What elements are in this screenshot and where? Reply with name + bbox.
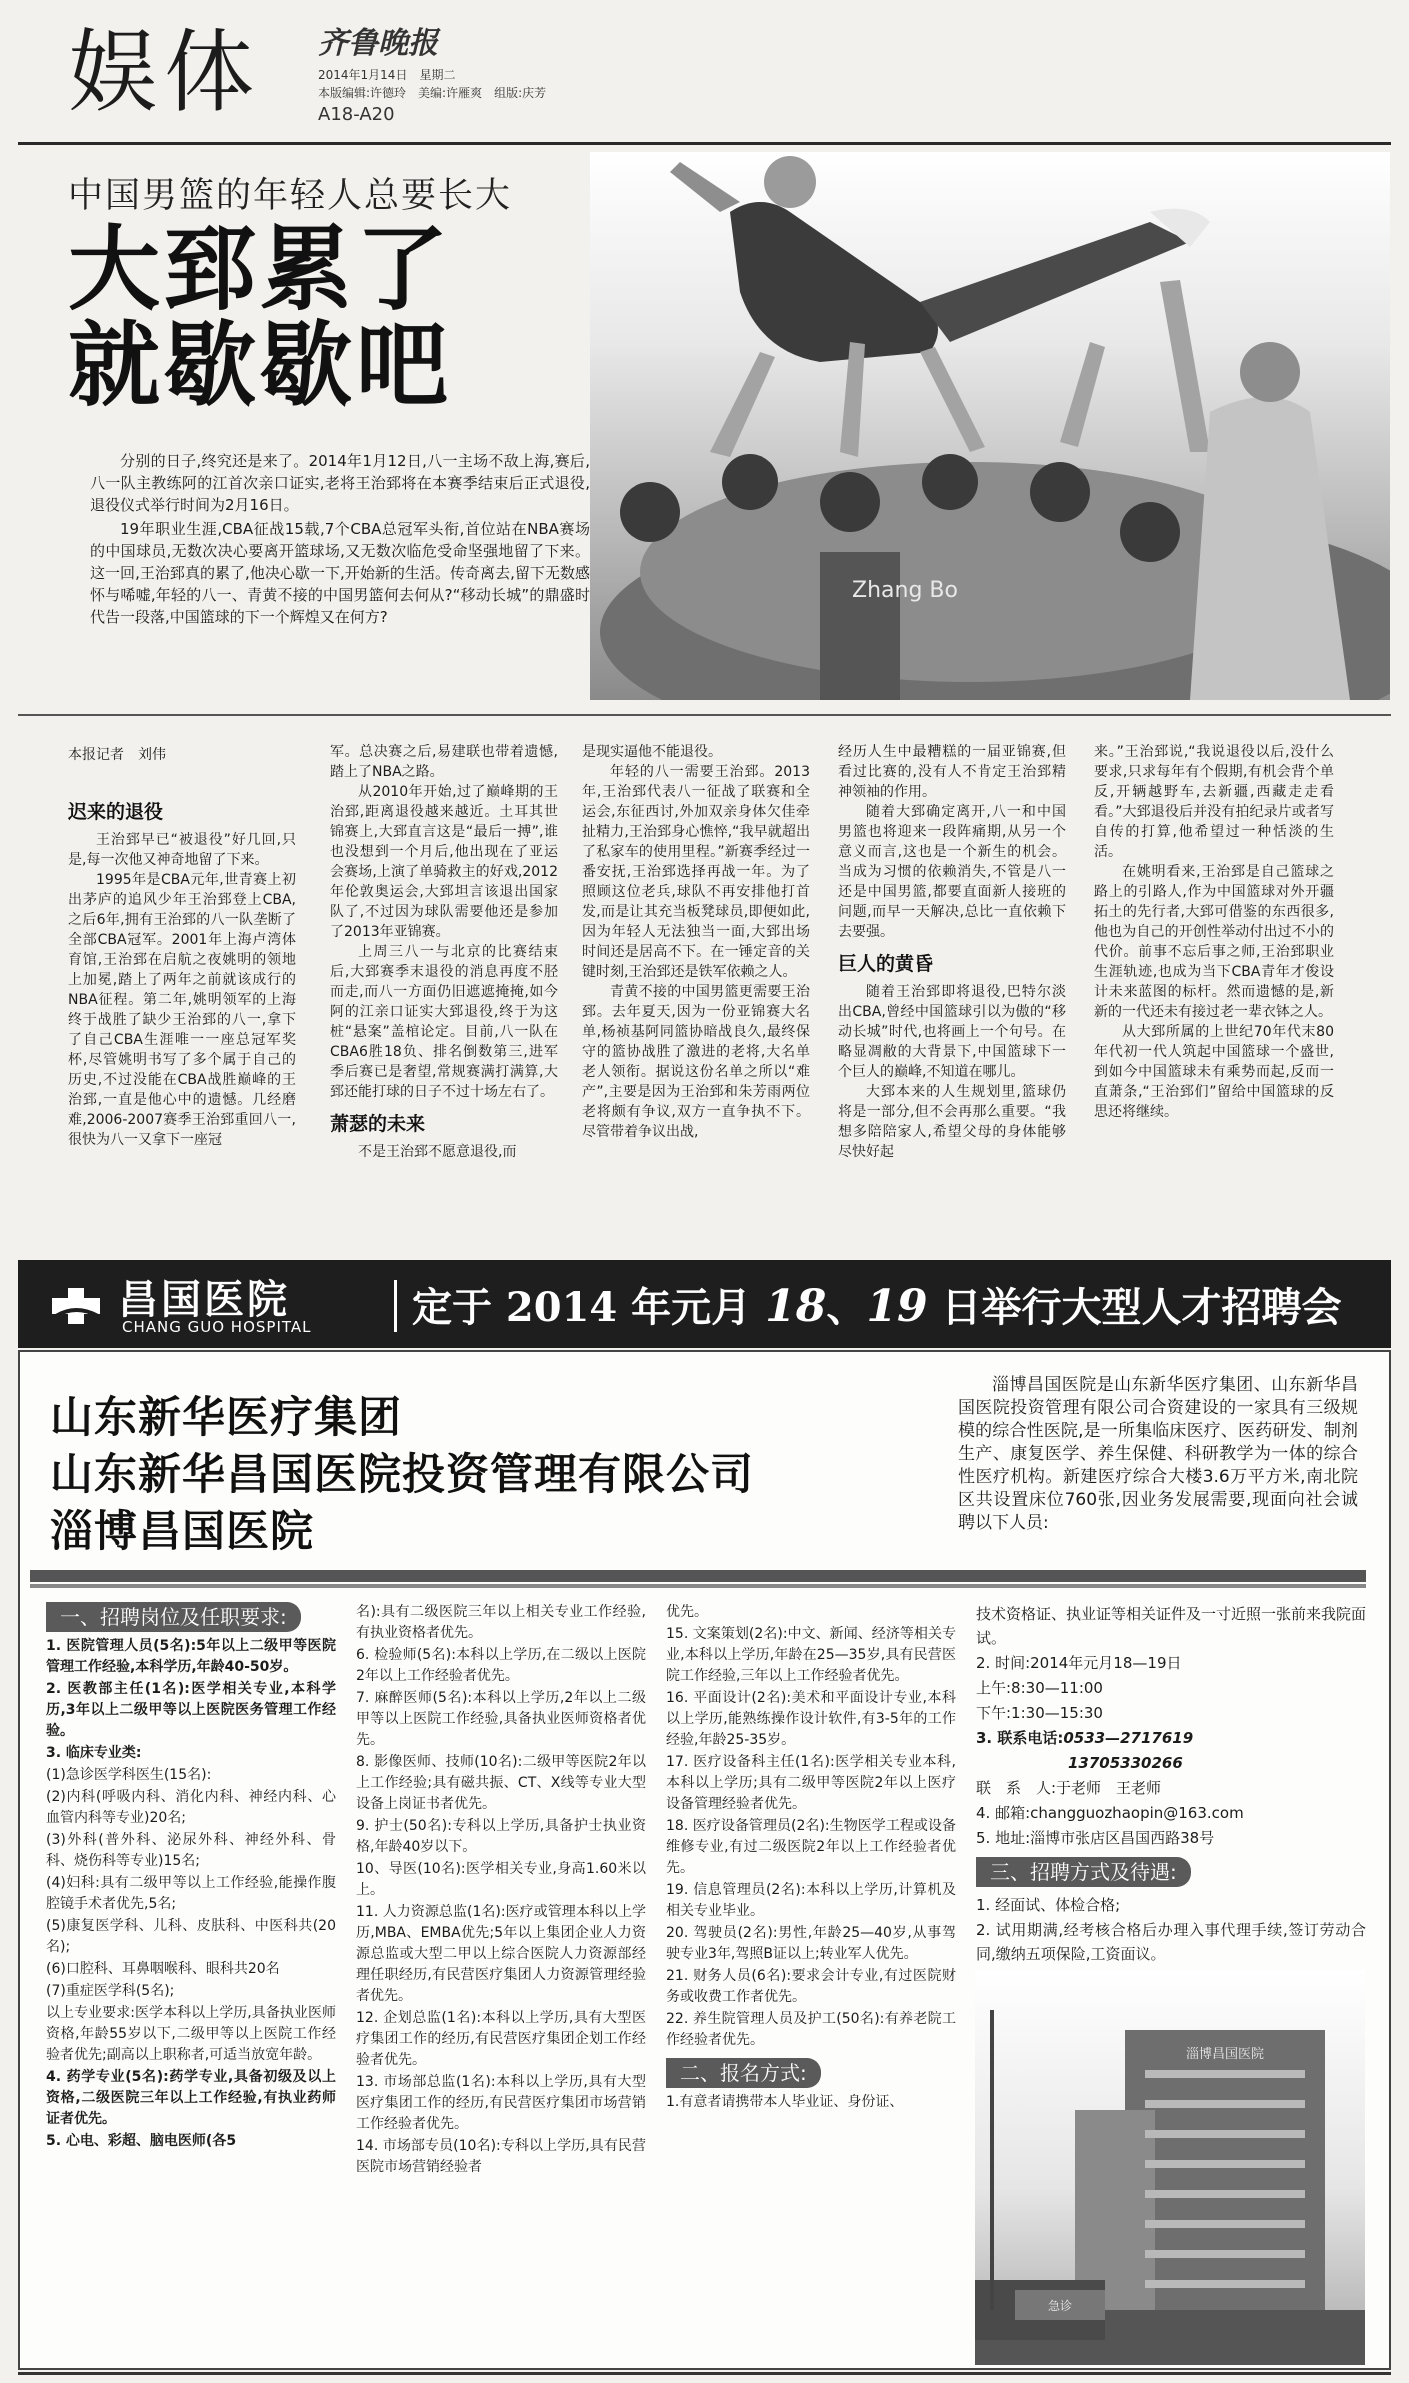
job-item: 20. 驾驶员(2名):男性,年龄25—40岁,从事驾驶专业3年,驾照B证以上;转业军人优先。 xyxy=(666,1925,956,1962)
masthead-meta xyxy=(318,66,546,102)
hospital-name-cn: 昌国医院 xyxy=(118,1277,290,1323)
article-paragraph: 来。”王治郅说,“我说退役以后,没什么要求,只求每年有个假期,有机会背个单反,开辆越野车,去新疆,西藏走走看看。”大郅退役后并没有拍纪录片或者写自传的打算,他希望过一种恬淡的生活。 xyxy=(1094,744,1334,860)
job-item: (5)康复医学科、儿科、皮肤科、中医科共(20名); xyxy=(46,1918,336,1955)
job-item: 名):具有二级医院三年以上相关专业工作经验,有执业资格者优先。 xyxy=(356,1604,646,1641)
job-item: 4. 药学专业(5名):药学专业,具备初级及以上资格,二级医院三年以上工作经验,有执业药师证者优先。 xyxy=(46,2069,336,2127)
article-paragraph: 经历人生中最糟糕的一届亚锦赛,但看过比赛的,没有人不肯定王治郅精神领袖的作用。 xyxy=(838,744,1066,800)
job-item: 7. 麻醉医师(5名):本科以上学历,2年以上二级甲等以上医院工作经验,具备执业医师资格者优先。 xyxy=(356,1690,646,1748)
article-paragraph: 1995年是CBA元年,世青赛上初出茅庐的追风少年王治郅登上CBA,之后6年,拥有王治郅的八一队垄断了全部CBA冠军。2001年上海卢湾体育馆,王治郅在启航之夜姚明的领地上加冕,踏上了两年之前就该成行的NBA征程。第二年,姚明领军的上海终于战胜了缺少王治郅的八一,拿下了自己CBA生涯唯一一座总冠军奖杯,尽管姚明书写了多个属于自己的历史,不过没能在CBA战胜巅峰的王治郅,一直是他心中的遗憾。几经磨难,2006-2007赛季王治郅重回八一,很快为八一又拿下一座冠 xyxy=(68,872,296,1148)
bottom-rule xyxy=(18,2372,1391,2375)
contact-person: 联 系 人:于老师 王老师 xyxy=(976,1779,1162,1797)
article-headline xyxy=(68,216,453,419)
job-item: 12. 企划总监(1名):本科以上学历,具有大型医疗集团工作的经历,有民营医疗集团企划工作经验者优先。 xyxy=(356,2010,646,2068)
ad-header-divider xyxy=(394,1280,397,1332)
job-item: (1)急诊医学科医生(15名): xyxy=(46,1767,212,1783)
article-column-4 xyxy=(838,742,1066,1162)
article-paragraph: 王治郅早已“被退役”好几回,只是,每一次他又神奇地留了下来。 xyxy=(68,832,296,868)
ad-organizations xyxy=(50,1390,754,1561)
jersey-label: Zhang Bo xyxy=(852,578,958,603)
article-column-5 xyxy=(1094,742,1334,1122)
job-item: 18. 医疗设备管理员(2名):生物医学工程或设备维修专业,有过二级医院2年以上工作经验者优先。 xyxy=(666,1818,956,1876)
celebration-photo xyxy=(590,152,1390,700)
job-item: (7)重症医学科(5名); xyxy=(46,1983,175,1999)
job-item: 3. 临床专业类: xyxy=(46,1745,142,1761)
lead-paragraph: 19年职业生涯,CBA征战15载,7个CBA总冠军头衔,首位站在NBA赛场的中国球员,无数次决心要离开篮球场,又无数次临危受命坚强地留了下来。这一回,王治郅真的累了,他决心歇一下,开始新的生活。传奇离去,留下无数感怀与唏嘘,年轻的八一、青黄不接的中国男篮何去何从?“移动长城”的鼎盛时代告一段落,中国篮球的下一个辉煌又在何方? xyxy=(90,520,590,626)
method-item: 2. 试用期满,经考核合格后办理入事代理手续,签订劳动合同,缴纳五项保险,工资面议。 xyxy=(976,1921,1366,1963)
signup-item: 上午:8:30—11:00 xyxy=(976,1679,1103,1697)
article-paragraph: 从2010年开始,过了巅峰期的王治郅,距离退役越来越近。土耳其世锦赛上,大郅直言这是“最后一搏”,谁也没想到一个月后,他出现在了亚运会赛场,上演了单骑救主的好戏,2012年伦敦奥运会,大郅坦言该退出国家队了,不过因为球队需要他还是参加了2013年亚锦赛。 xyxy=(330,784,558,940)
article-paragraph: 不是王治郅不愿意退役,而 xyxy=(358,1144,517,1160)
article-paragraph: 年轻的八一需要王治郅。2013年,王治郅代表八一征战了联赛和全运会,东征西讨,外加双亲身体欠佳牵扯精力,王治郅身心憔悴,“我早就超出了私家车的使用里程。”新赛季经过一番安抚,王治郅选择再战一年。为了照顾这位老兵,球队不再安排他打首发,而是让其充当板凳球员,即便如此,因为年轻人无法独当一面,大郅出场时间还是居高不下。在一锤定音的关键时刻,王治郅还是铁军依赖之人。 xyxy=(582,764,810,980)
headline-line-1: 大郅累了 xyxy=(68,216,453,323)
hospital-logo-icon xyxy=(48,1286,104,1330)
article-column-1 xyxy=(68,790,296,1150)
article-rule xyxy=(18,714,1391,716)
article-paragraph: 军。总决赛之后,易建联也带着遗憾,踏上了NBA之路。 xyxy=(330,744,558,780)
section-badge: 三、招聘方式及待遇: xyxy=(976,1857,1191,1887)
job-item: 1. 医院管理人员(5名):5年以上二级甲等医院管理工作经验,本科学历,年龄40-50岁。 xyxy=(46,1638,336,1675)
phone-number-2: 13705330266 xyxy=(1068,1754,1183,1772)
article-paragraph: 随着王治郅即将退役,巴特尔淡出CBA,曾经中国篮球引以为傲的“移动长城”时代,也将画上一个句号。在略显凋敝的大背景下,中国篮球下一个巨人的巅峰,不知道在哪儿。 xyxy=(838,984,1066,1080)
hospital-building-photo xyxy=(975,1970,1365,2365)
newspaper-logo: 齐鲁晚报 xyxy=(318,26,438,61)
signup-item: 1.有意者请携带本人毕业证、身份证、 xyxy=(666,2094,904,2110)
job-item: 5. 心电、彩超、脑电医师(各5 xyxy=(46,2133,237,2149)
subheading: 萧瑟的未来 xyxy=(330,1113,426,1135)
ad-column-3 xyxy=(666,1602,956,2114)
job-item: 2. 医教部主任(1名):医学相关专业,本科学历,3年以上二级甲等以上医院医务管理工作经验。 xyxy=(46,1681,336,1739)
job-item: 21. 财务人员(6名):要求会计专业,有过医院财务或收费工作者优先。 xyxy=(666,1968,956,2005)
section-badge: 一、招聘岗位及任职要求: xyxy=(46,1602,301,1632)
subheading: 巨人的黄昏 xyxy=(838,953,934,975)
byline: 本报记者 刘伟 xyxy=(68,747,166,763)
job-item: 9. 护士(50名):专科以上学历,具备护士执业资格,年龄40岁以下。 xyxy=(356,1818,646,1855)
lead-paragraph: 分别的日子,终究还是来了。2014年1月12日,八一主场不敌上海,赛后,八一队主教练阿的江首次亲口证实,老将王治郅将在本赛季结束后正式退役,退役仪式举行时间为2月16日。 xyxy=(90,452,590,514)
players-illustration xyxy=(590,152,1390,700)
org-name: 淄博昌国医院 xyxy=(50,1507,314,1557)
entrance-sign: 急诊 xyxy=(1047,2299,1073,2313)
ad-column-4 xyxy=(976,1602,1366,1967)
hospital-name-en: CHANG GUO HOSPITAL xyxy=(122,1318,312,1336)
article-paragraph: 上周三八一与北京的比赛结束后,大郅赛季末退役的消息再度不胫而走,而八一方面仍旧遮遮掩掩,如今阿的江亲口证实大郅退役,终于为这桩“悬案”盖棺论定。目前,八一队在CBA6胜18负、排名倒数第三,进军季后赛已是奢望,常规赛满打满算,大郅还能打球的日子不过十场左右了。 xyxy=(330,944,558,1100)
ad-title-day-2: 19 xyxy=(866,1281,928,1332)
job-item: 8. 影像医师、技师(10名):二级甲等医院2年以上工作经验;具有磁共振、CT、X线等专业大型设备上岗证书者优先。 xyxy=(356,1754,646,1812)
job-item: 13. 市场部总监(1名):本科以上学历,具有大型医疗集团工作的经历,有民营医疗集团市场营销工作经验者优先。 xyxy=(356,2074,646,2132)
ad-title-separator: 、 xyxy=(826,1284,867,1331)
job-item: 17. 医疗设备科主任(1名):医学相关专业本科,本科以上学历;具有二级甲等医院2年以上医疗设备管理经验者优先。 xyxy=(666,1754,956,1812)
article-paragraph: 随着大郅确定离开,八一和中国男篮也将迎来一段阵痛期,从另一个意义而言,这也是一个新生的机会。当成为习惯的依赖消失,不管是八一还是中国男篮,都要直面新人接班的问题,而早一天解决,总比一直依赖下去要强。 xyxy=(838,804,1066,940)
headline-line-2: 就歇歇吧 xyxy=(68,312,453,419)
section-badge: 二、报名方式: xyxy=(666,2058,821,2088)
job-item: (4)妇科:具有二级甲等以上工作经验,能操作腹腔镜手术者优先,5名; xyxy=(46,1875,336,1912)
ad-column-1 xyxy=(46,1602,336,2153)
ad-title-day-1: 18 xyxy=(765,1281,827,1332)
job-item: 22. 养生院管理人员及护工(50名):有养老院工作经验者优先。 xyxy=(666,2011,956,2048)
job-item: 11. 人力资源总监(1名):医疗或管理本科以上学历,MBA、EMBA优先;5年以上集团企业人力资源总监或大型二甲以上综合医院人力资源部经理任职经历,有民营医疗集团人力资源管理经验者优先。 xyxy=(356,1904,646,2004)
contact-phone xyxy=(976,1726,1366,1750)
ad-band xyxy=(30,1570,1366,1582)
article-kicker: 中国男篮的年轻人总要长大 xyxy=(68,176,513,216)
article-column-2 xyxy=(330,742,558,1162)
job-item: 6. 检验师(5名):本科以上学历,在二级以上医院2年以上工作经验者优先。 xyxy=(356,1647,646,1684)
page-range: A18-A20 xyxy=(318,104,395,125)
subheading: 迟来的退役 xyxy=(68,801,164,823)
signup-item: 2. 时间:2014年元月18—19日 xyxy=(976,1654,1182,1672)
job-item: 15. 文案策划(2名):中文、新闻、经济等相关专业,本科以上学历,年龄在25—35岁,具有民营医院工作经验,三年以上工作经验者优先。 xyxy=(666,1626,956,1684)
contact-email: 4. 邮箱:changguozhaopin@163.com xyxy=(976,1804,1244,1822)
ad-title-text: 定于 2014 年元月 xyxy=(412,1284,766,1331)
phone-label: 3. 联系电话: xyxy=(976,1729,1064,1747)
job-item: 14. 市场部专员(10名):专科以上学历,具有民营医院市场营销经验者 xyxy=(356,2138,646,2175)
job-item: (6)口腔科、耳鼻咽喉科、眼科共20名 xyxy=(46,1961,280,1977)
article-paragraph: 青黄不接的中国男篮更需要王治郅。去年夏天,因为一份亚锦赛大名单,杨祯基阿同篮协暗战良久,最终保守的篮协战胜了激进的老将,大名单老人领衔。据说这份名单之所以“难产”,主要是因为王治郅和朱芳雨两位老将颇有争议,双方一直争执不下。尽管带着争议出战, xyxy=(582,984,810,1140)
ad-column-2 xyxy=(356,1602,646,2179)
article-paragraph: 是现实逼他不能退役。 xyxy=(582,744,722,760)
job-item: 10、导医(10名):医学相关专业,身高1.60米以上。 xyxy=(356,1861,646,1898)
ad-band-thin xyxy=(30,1584,1366,1588)
section-title: 娱体 xyxy=(68,20,260,125)
job-item: 19. 信息管理员(2名):本科以上学历,计算机及相关专业毕业。 xyxy=(666,1882,956,1919)
article-paragraph: 大郅本来的人生规划里,篮球仍将是一部分,但不会再那么重要。“我想多陪陪家人,希望父母的身体能够尽快好起 xyxy=(838,1084,1066,1160)
article-column-3 xyxy=(582,742,810,1142)
method-item: 1. 经面试、体检合格; xyxy=(976,1896,1121,1914)
editors-line: 本版编辑:许德玲 美编:许雁爽 组版:庆芳 xyxy=(318,86,547,100)
job-item: 优先。 xyxy=(666,1604,708,1620)
org-name: 山东新华昌国医院投资管理有限公司 xyxy=(50,1450,754,1500)
job-item: (3)外科(普外科、泌尿外科、神经外科、骨科、烧伤科等专业)15名; xyxy=(46,1832,336,1869)
job-item: (2)内科(呼吸内科、消化内科、神经内科、心血管内科等专业)20名; xyxy=(46,1789,336,1826)
article-paragraph: 从大郅所属的上世纪70年代末80年代初一代人筑起中国篮球一个盛世,到如今中国篮球未有乘势而起,反而一直萧条,“王治郅们”留给中国篮球的反思还将继续。 xyxy=(1094,1024,1334,1120)
signup-item: 技术资格证、执业证等相关证件及一寸近照一张前来我院面试。 xyxy=(976,1605,1367,1647)
phone-number-1: 0533—2717619 xyxy=(1063,1729,1194,1747)
job-item: 16. 平面设计(2名):美术和平面设计专业,本科以上学历,能熟练操作设计软件,有3-5年的工作经验,年龄25-35岁。 xyxy=(666,1690,956,1748)
ad-title xyxy=(412,1276,1342,1333)
article-lead xyxy=(90,450,590,630)
org-name: 山东新华医疗集团 xyxy=(50,1393,402,1443)
article-paragraph: 在姚明看来,王治郅是自己篮球之路上的引路人,作为中国篮球对外开疆拓土的先行者,大郅可借鉴的东西很多,他也为自己的开创性举动付出过不小的代价。前事不忘后事之师,王治郅职业生涯轨迹,也成为当下CBA青年才俊设计未来蓝图的标杆。然而遗憾的是,新新的一代还未有接过老一辈衣钵之人。 xyxy=(1094,864,1334,1020)
date-line: 2014年1月14日 星期二 xyxy=(318,68,456,82)
top-rule xyxy=(18,142,1391,145)
job-item: 以上专业要求:医学本科以上学历,具备执业医师资格,年龄55岁以下,二级甲等以上医院工作经验者优先;副高以上职称者,可适当放宽年龄。 xyxy=(46,2005,336,2063)
contact-address: 5. 地址:淄博市张店区昌国西路38号 xyxy=(976,1829,1215,1847)
hospital-intro: 淄博昌国医院是山东新华医疗集团、山东新华昌国医院投资管理有限公司合资建设的一家具有三级规模的综合性医院,是一所集临床医疗、医药研发、制剂生产、康复医学、养生保健、科研教学为一体的综合性医疗机构。新建医疗综合大楼3.6万平方米,南北院区共设置床位760张,因业务发展需要,现面向社会诚聘以下人员: xyxy=(958,1375,1358,1533)
ad-title-text: 日举行大型人才招聘会 xyxy=(927,1284,1342,1331)
signup-item: 下午:1:30—15:30 xyxy=(976,1704,1103,1722)
building-sign: 淄博昌国医院 xyxy=(1185,2047,1265,2062)
